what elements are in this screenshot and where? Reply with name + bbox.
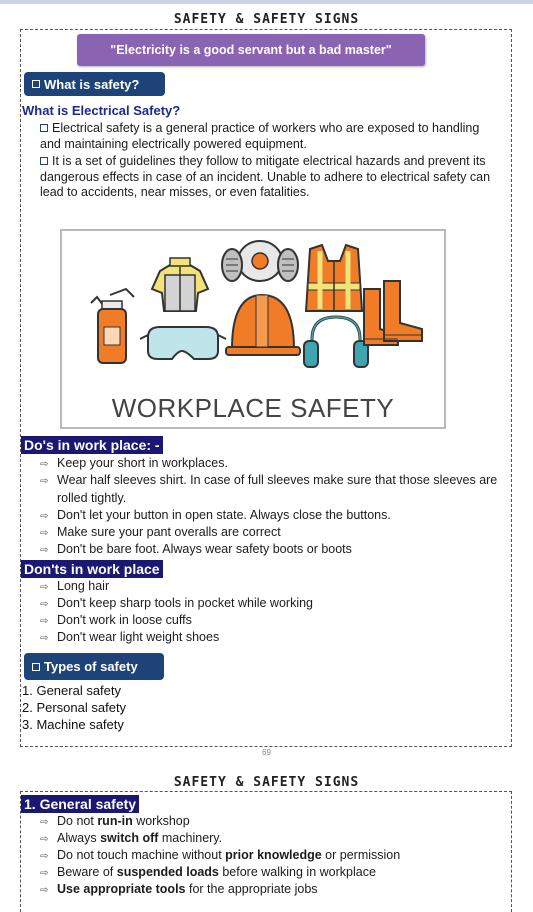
donts-item-text: Don't keep sharp tools in pocket while working xyxy=(57,596,313,610)
workplace-safety-caption: WORKPLACE SAFETY xyxy=(111,393,395,423)
workplace-safety-illustration xyxy=(60,229,446,429)
dos-item xyxy=(40,507,391,525)
donts-item xyxy=(40,629,219,647)
general-item: ⇨ Beware of suspended loads before walking in workplace xyxy=(40,864,376,882)
general-item: ⇨ Do not touch machine without prior knowledge or permission xyxy=(40,847,400,865)
respirator-mask-icon xyxy=(222,241,298,281)
types-of-safety-label: Types of safety xyxy=(44,659,138,674)
dos-item-text: Wear half sleeves shirt. In case of full sleeves make sure that those sleeves are rolled tightly. xyxy=(57,473,498,505)
donts-item-text: Don't work in loose cuffs xyxy=(57,613,192,627)
general-item: ⇨ Use appropriate tools for the appropriate jobs xyxy=(40,881,318,899)
donts-heading: Don'ts in work place xyxy=(21,560,163,578)
arrow-bullet-icon: ⇨ xyxy=(40,616,49,627)
safety-boots-icon xyxy=(364,281,422,345)
fire-extinguisher-icon xyxy=(91,289,134,363)
checkbox-bullet-icon xyxy=(32,80,40,88)
page-header: SAFETY & SAFETY SIGNS xyxy=(173,12,360,27)
checkbox-bullet-icon xyxy=(40,157,48,165)
dos-item xyxy=(40,455,228,473)
electrical-paragraph-2 xyxy=(40,154,500,201)
coverall-icon xyxy=(152,258,208,311)
ear-muffs-icon xyxy=(304,317,368,367)
donts-item xyxy=(40,595,313,613)
hard-hat-icon xyxy=(226,295,300,355)
donts-item xyxy=(40,612,192,630)
general-safety-heading: 1. General safety xyxy=(21,795,139,813)
checkbox-bullet-icon xyxy=(40,124,48,132)
arrow-bullet-icon: ⇨ xyxy=(40,633,49,644)
dos-item xyxy=(40,472,512,507)
arrow-bullet-icon: ⇨ xyxy=(40,528,49,539)
quote-banner: "Electricity is a good servant but a bad master" xyxy=(77,34,425,66)
electrical-p2-text: It is a set of guidelines they follow to mitigate electrical hazards and prevent its dangerous effects in case of an incident. Unable to adhere to electrical safety can lead to accidents, near misses, or even fatalities. xyxy=(40,154,491,199)
checkbox-bullet-icon xyxy=(32,663,40,671)
dos-item xyxy=(40,541,352,559)
general-item: ⇨ Always switch off machinery. xyxy=(40,830,222,848)
electrical-p1-text: Electrical safety is a general practice of workers who are exposed to handling and maintaining electrically powered equipment. xyxy=(40,121,480,151)
arrow-bullet-icon: ⇨ xyxy=(40,817,49,828)
arrow-bullet-icon: ⇨ xyxy=(40,511,49,522)
arrow-bullet-icon: ⇨ xyxy=(40,868,49,879)
what-is-safety-heading xyxy=(24,72,165,96)
general-item: ⇨ Do not run-in workshop xyxy=(40,813,190,831)
types-item: 3. Machine safety xyxy=(22,717,124,732)
types-of-safety-heading xyxy=(24,653,164,680)
dos-item-text: Don't let your button in open state. Always close the buttons. xyxy=(57,508,391,522)
arrow-bullet-icon: ⇨ xyxy=(40,834,49,845)
arrow-bullet-icon: ⇨ xyxy=(40,599,49,610)
arrow-bullet-icon: ⇨ xyxy=(40,885,49,896)
arrow-bullet-icon: ⇨ xyxy=(40,459,49,470)
electrical-safety-heading: What is Electrical Safety? xyxy=(22,103,181,118)
donts-item-text: Long hair xyxy=(57,579,110,593)
arrow-bullet-icon: ⇨ xyxy=(40,582,49,593)
page-number: 69 xyxy=(262,748,271,757)
safety-goggles-icon xyxy=(140,327,226,359)
electrical-paragraph-1 xyxy=(40,121,495,152)
types-item: 2. Personal safety xyxy=(22,700,127,715)
dos-item-text: Keep your short in workplaces. xyxy=(57,456,228,470)
types-item: 1. General safety xyxy=(22,683,121,698)
arrow-bullet-icon: ⇨ xyxy=(40,545,49,556)
dos-heading: Do's in work place: - xyxy=(21,436,163,454)
dos-item-text: Don't be bare foot. Always wear safety boots or boots xyxy=(57,542,352,556)
arrow-bullet-icon: ⇨ xyxy=(40,476,49,487)
donts-item-text: Don't wear light weight shoes xyxy=(57,630,220,644)
top-band xyxy=(0,0,533,4)
arrow-bullet-icon: ⇨ xyxy=(40,851,49,862)
dos-item xyxy=(40,524,281,542)
dos-item-text: Make sure your pant overalls are correct xyxy=(57,525,281,539)
safety-vest-icon xyxy=(306,245,362,311)
what-is-safety-label: What is safety? xyxy=(44,76,140,92)
page-header-2: SAFETY & SAFETY SIGNS xyxy=(173,775,360,790)
donts-item xyxy=(40,578,109,596)
